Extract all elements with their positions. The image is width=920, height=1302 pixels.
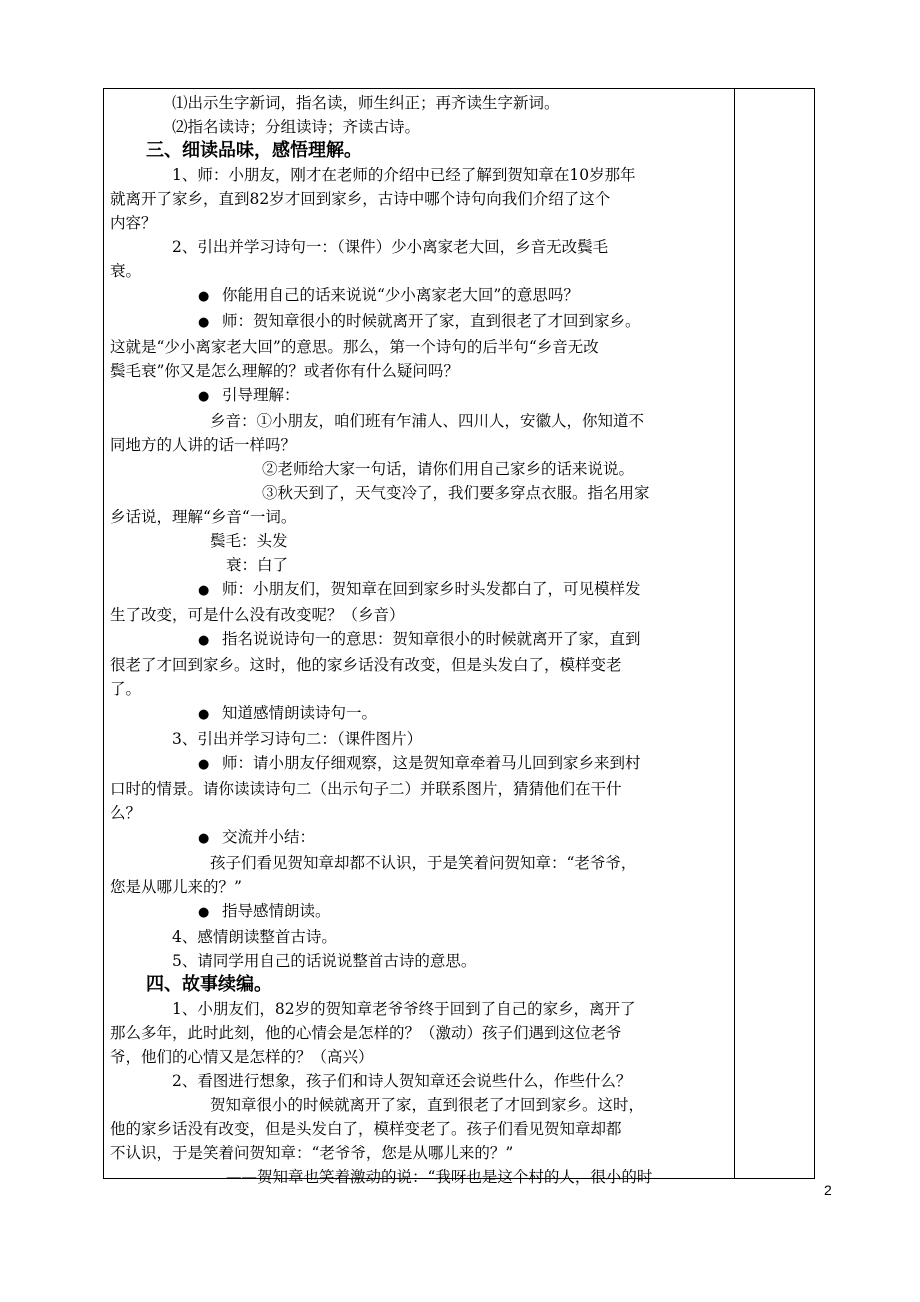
bullet-icon: ● (198, 757, 210, 772)
text-line: ⑵指名读诗；分组读诗；齐读古诗。 (172, 118, 421, 136)
bullet-icon: ● (198, 315, 210, 330)
section-heading: 四、故事续编。 (146, 974, 272, 995)
section-heading: 三、细读品味，感悟理解。 (146, 140, 362, 161)
text-line: 2、看图进行想象，孩子们和诗人贺知章还会说些什么，作些什么？ (172, 1072, 632, 1090)
text-line: 这就是“少小离家老大回”的意思。那么，第一个诗句的后半句“乡音无改 (110, 338, 599, 356)
text-line: 口时的情景。请你读读诗句二（出示句子二）并联系图片，猜猜他们在干什 (110, 780, 622, 798)
bullet-icon: ● (198, 633, 210, 648)
bullet-line (110, 383, 730, 409)
bullet-text: 师：小朋友们，贺知章在回到家乡时头发都白了，可见模样发 (222, 580, 641, 598)
text-line: 贺知章很小的时候就离开了家，直到很老了才回到家乡。这时， (210, 1096, 645, 1114)
bullet-icon: ● (198, 831, 210, 846)
bullet-line (110, 577, 730, 603)
bullet-line (110, 751, 730, 777)
text-line: ⑴出示生字新词，指名读，师生纠正；再齐读生字新词。 (172, 94, 560, 112)
bullet-icon: ● (198, 389, 210, 404)
bullet-text: 引导理解： (222, 386, 300, 404)
bullet-text: 指名说说诗句一的意思：贺知章很小的时候就离开了家，直到 (222, 630, 641, 648)
text-line: 就离开了家乡，直到82岁才回到家乡，古诗中哪个诗句向我们介绍了这个 (110, 190, 611, 208)
bullet-line (110, 627, 730, 653)
bullet-text: 交流并小结： (222, 828, 316, 846)
text-line: 2、引出并学习诗句一：（课件）少小离家老大回，乡音无改鬓毛 (172, 238, 609, 256)
page-number: 2 (824, 1182, 832, 1198)
text-line: 乡话说，理解“乡音“一词。 (110, 508, 297, 526)
text-line: 1、小朋友们，82岁的贺知章老爷爷终于回到了自己的家乡，离开了 (172, 1000, 636, 1018)
text-line: 了。 (110, 680, 142, 698)
text-line: ——贺知章也笑着激动的说：“我呀也是这个村的人，很小的时 (226, 1168, 653, 1186)
text-line: 生了改变，可是什么没有改变呢？（乡音） (110, 606, 405, 624)
bullet-line (110, 825, 730, 851)
bullet-text: 知道感情朗读诗句一。 (222, 704, 378, 722)
text-line: 不认识，于是笑着问贺知章：“老爷爷，您是从哪儿来的？” (110, 1144, 514, 1162)
text-line: ③秋天到了，天气变冷了，我们要多穿点衣服。指名用家 (262, 484, 650, 502)
text-line: 他的家乡话没有改变，但是头发白了，模样变老了。孩子们看见贺知章却都 (110, 1120, 622, 1138)
bullet-icon: ● (198, 905, 210, 920)
column-divider (734, 89, 735, 1178)
text-line: 鬓毛：头发 (210, 532, 288, 550)
bullet-text: 师：请小朋友仔细观察，这是贺知章牵着马儿回到家乡来到村 (222, 754, 641, 772)
bullet-text: 你能用自己的话来说说“少小离家老大回”的意思吗？ (222, 286, 579, 304)
text-line: 很老了才回到家乡。这时，他的家乡话没有改变，但是头发白了，模样变老 (110, 656, 622, 674)
bullet-line (110, 283, 730, 309)
text-line: 1、师：小朋友，刚才在老师的介绍中已经了解到贺知章在10岁那年 (172, 166, 636, 184)
text-line: 那么多年，此时此刻，他的心情会是怎样的？（激动）孩子们遇到这位老爷 (110, 1024, 622, 1042)
text-line: 乡音：①小朋友，咱们班有乍浦人、四川人，安徽人，你知道不 (210, 412, 645, 430)
bullet-icon: ● (198, 289, 210, 304)
text-line: 5、请同学用自己的话说说整首古诗的意思。 (172, 952, 477, 970)
text-line: 么？ (110, 804, 142, 822)
bullet-text: 指导感情朗读。 (222, 902, 331, 920)
text-line: 衰：白了 (226, 556, 289, 574)
text-line: 4、感情朗读整首古诗。 (172, 928, 337, 946)
text-line: 3、引出并学习诗句二：（课件图片） (172, 730, 423, 748)
bullet-line (110, 309, 730, 335)
text-line: 孩子们看见贺知章却都不认识，于是笑着问贺知章：“老爷爷， (210, 854, 637, 872)
bullet-icon: ● (198, 707, 210, 722)
text-line: 同地方的人讲的话一样吗？ (110, 436, 297, 454)
text-line: 您是从哪儿来的？” (110, 878, 242, 896)
lesson-content (110, 91, 730, 1189)
bullet-line (110, 701, 730, 727)
bullet-line (110, 899, 730, 925)
text-line: 内容？ (110, 214, 157, 232)
text-line: 爷，他们的心情又是怎样的？（高兴） (110, 1048, 374, 1066)
text-line: 鬓毛衰”你又是怎么理解的？或者你有什么疑问吗？ (110, 362, 459, 380)
bullet-icon: ● (198, 583, 210, 598)
text-line: 衰。 (110, 262, 142, 280)
lesson-table (103, 88, 815, 1186)
text-line: ②老师给大家一句话，请你们用自己家乡的话来说说。 (262, 460, 635, 478)
bullet-text: 师：贺知章很小的时候就离开了家，直到很老了才回到家乡。 (222, 312, 641, 330)
